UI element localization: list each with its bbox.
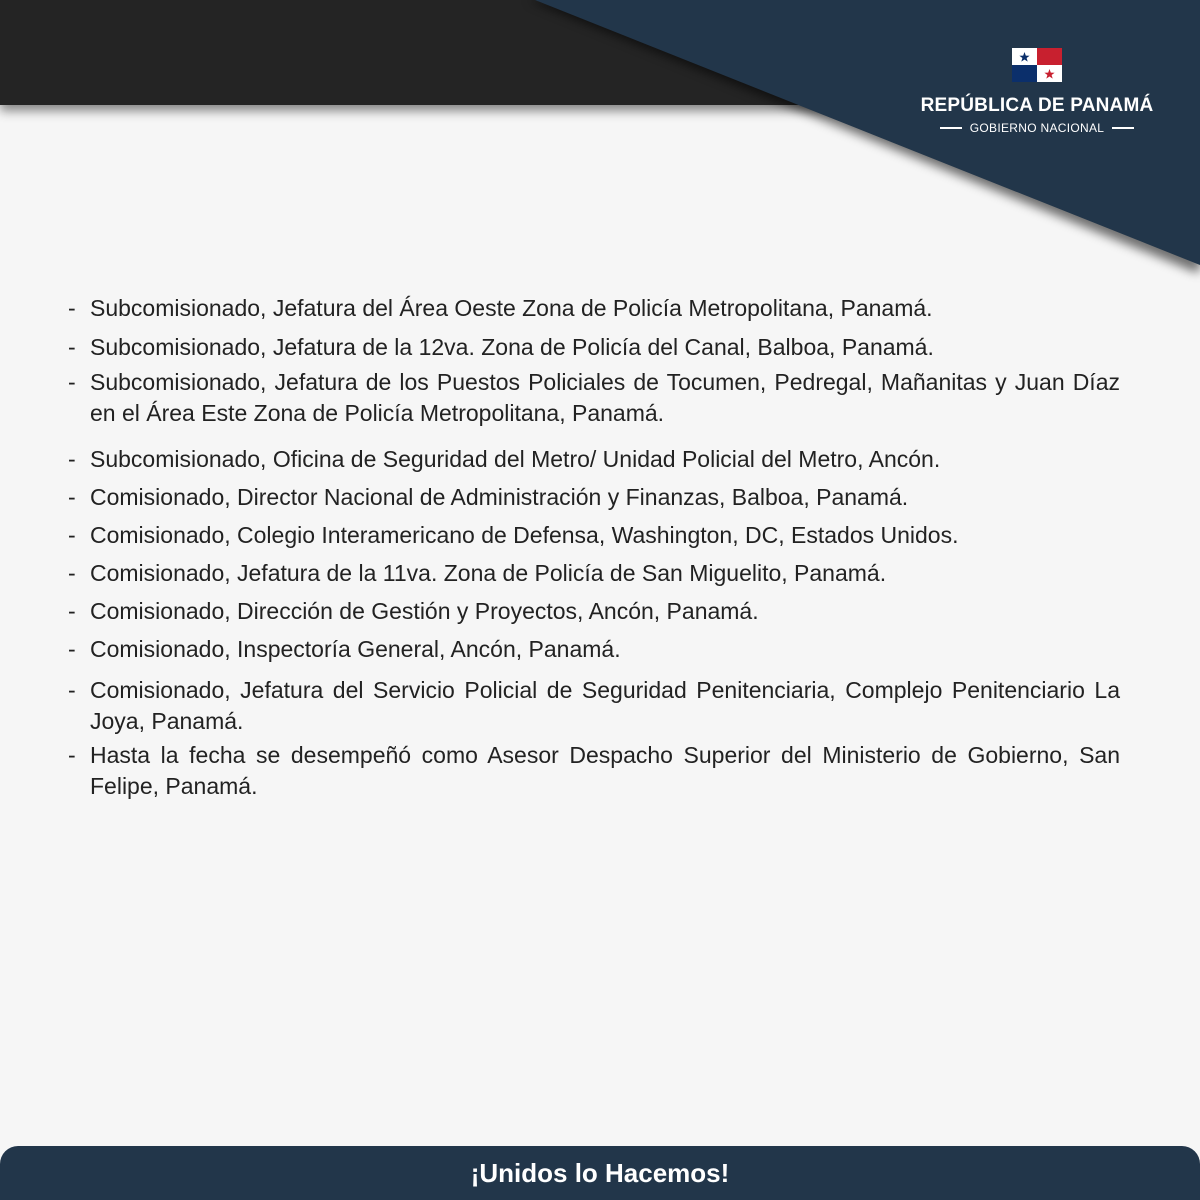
career-item-text: Comisionado, Jefatura de la 11va. Zona de Policía de San Miguelito, Panamá.: [90, 560, 887, 586]
footer-banner: [0, 1146, 1200, 1200]
career-item: [68, 675, 1120, 737]
bullet-dash: -: [68, 560, 76, 586]
career-item: [68, 520, 1120, 551]
divider-line-left: [940, 127, 962, 129]
divider-line-right: [1112, 127, 1134, 129]
bullet-dash: -: [68, 446, 76, 472]
career-item: [68, 634, 1120, 665]
bullet-dash: -: [68, 484, 76, 510]
career-item-text: Comisionado, Dirección de Gestión y Proyectos, Ancón, Panamá.: [90, 598, 759, 624]
bullet-dash: -: [68, 636, 76, 662]
panama-flag-icon: [1012, 48, 1062, 82]
career-list: [68, 293, 1120, 802]
brand-title: REPÚBLICA DE PANAMÁ: [920, 95, 1154, 116]
career-item-text: Comisionado, Jefatura del Servicio Policial de Seguridad Penitenciaria, Complejo Penitenciario La Joya, Panamá.: [90, 677, 1120, 734]
career-item: [68, 293, 1120, 324]
bullet-dash: -: [68, 522, 76, 548]
brand-subtitle: GOBIERNO NACIONAL: [969, 121, 1105, 135]
bullet-dash: -: [68, 742, 76, 768]
bullet-dash: -: [68, 295, 76, 321]
career-item-text: Subcomisionado, Jefatura del Área Oeste Zona de Policía Metropolitana, Panamá.: [90, 295, 933, 321]
career-item-text: Subcomisionado, Oficina de Seguridad del Metro/ Unidad Policial del Metro, Ancón.: [90, 446, 941, 472]
career-item: [68, 367, 1120, 429]
career-item: [68, 740, 1120, 802]
brand-subtitle-row: [912, 121, 1162, 135]
career-item: [68, 558, 1120, 589]
career-item-text: Hasta la fecha se desempeñó como Asesor Despacho Superior del Ministerio de Gobierno, San Felipe, Panamá.: [90, 742, 1120, 799]
bullet-dash: -: [68, 677, 76, 703]
career-item-text: Subcomisionado, Jefatura de la 12va. Zona de Policía del Canal, Balboa, Panamá.: [90, 334, 934, 360]
bullet-dash: -: [68, 598, 76, 624]
bullet-dash: -: [68, 334, 76, 360]
career-item: [68, 596, 1120, 627]
government-brand: [912, 48, 1162, 135]
footer-slogan: ¡Unidos lo Hacemos!: [470, 1157, 730, 1188]
corner-navy-panel: [0, 0, 1200, 300]
career-item-text: Comisionado, Inspectoría General, Ancón, Panamá.: [90, 636, 621, 662]
career-item-text: Comisionado, Director Nacional de Administración y Finanzas, Balboa, Panamá.: [90, 484, 909, 510]
career-item-text: Comisionado, Colegio Interamericano de Defensa, Washington, DC, Estados Unidos.: [90, 522, 959, 548]
career-item: [68, 332, 1120, 363]
career-item-text: Subcomisionado, Jefatura de los Puestos Policiales de Tocumen, Pedregal, Mañanitas y Juan Díaz en el Área Este Zona de Policía Metropolitana, Panamá.: [90, 369, 1120, 426]
career-item: [68, 482, 1120, 513]
career-item: [68, 444, 1120, 475]
bullet-dash: -: [68, 369, 76, 395]
